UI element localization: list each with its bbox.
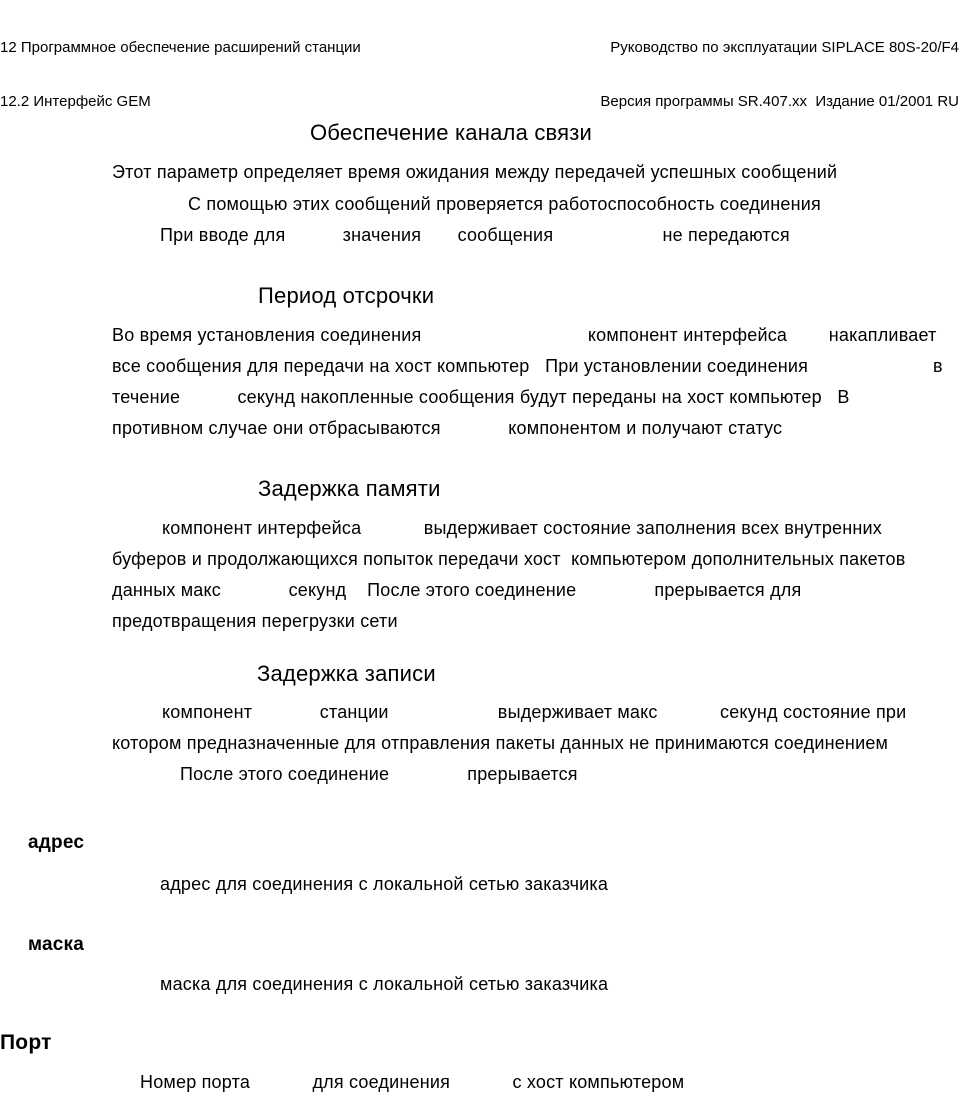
paragraph-line: Этот параметр определяет время ожидания между передачей успешных сообщений xyxy=(112,162,838,182)
paragraph-line: буферов и продолжающихся попыток передачи хост компьютером дополнительных пакетов xyxy=(112,549,906,569)
paragraph-line: компонент станции выдерживает макс секунд состояние при xyxy=(162,702,907,722)
param-label-port: Порт xyxy=(0,1031,52,1054)
paragraph-line: После этого соединение прерывается xyxy=(180,764,578,784)
header-manual-title: Руководство по эксплуатации SIPLACE 80S-20/F4 xyxy=(610,39,959,56)
section-title-link-assurance: Обеспечение канала связи xyxy=(310,120,593,145)
header-chapter-line: 12 Программное обеспечение расширений станции xyxy=(0,39,361,56)
paragraph-line: течение секунд накопленные сообщения будут переданы на хост компьютер В xyxy=(112,387,850,407)
paragraph-line: компонент интерфейса выдерживает состояние заполнения всех внутренних xyxy=(162,518,882,538)
param-label-address: адрес xyxy=(28,832,85,853)
page-header-right xyxy=(600,3,959,147)
header-version-line: Версия программы SR.407.xx Издание 01/2001 RU xyxy=(600,93,959,110)
section-title-grace-period: Период отсрочки xyxy=(258,283,435,308)
paragraph-line: предотвращения перегрузки сети xyxy=(112,611,398,631)
header-section-line: 12.2 Интерфейс GEM xyxy=(0,93,151,110)
page-header-left xyxy=(0,3,361,147)
param-description-port: Номер порта для соединения с хост компьютером xyxy=(140,1072,685,1092)
param-description-address: адрес для соединения с локальной сетью заказчика xyxy=(160,874,609,894)
paragraph-line: противном случае они отбрасываются компонентом и получают статус xyxy=(112,418,783,438)
paragraph-line: С помощью этих сообщений проверяется работоспособность соединения xyxy=(188,194,821,214)
param-description-mask: маска для соединения с локальной сетью заказчика xyxy=(160,974,609,994)
section-title-memory-delay: Задержка памяти xyxy=(258,476,441,501)
paragraph-line: При вводе для значения сообщения не передаются xyxy=(160,225,790,245)
param-label-mask: маска xyxy=(28,934,85,955)
paragraph-line: котором предназначенные для отправления пакеты данных не принимаются соединением xyxy=(112,733,889,753)
paragraph-line: Во время установления соединения компонент интерфейса накапливает xyxy=(112,325,937,345)
paragraph-line: данных макс секунд После этого соединение прерывается для xyxy=(112,580,802,600)
paragraph-line: все сообщения для передачи на хост компьютер При установлении соединения в xyxy=(112,356,943,376)
section-title-write-delay: Задержка записи xyxy=(257,661,436,686)
